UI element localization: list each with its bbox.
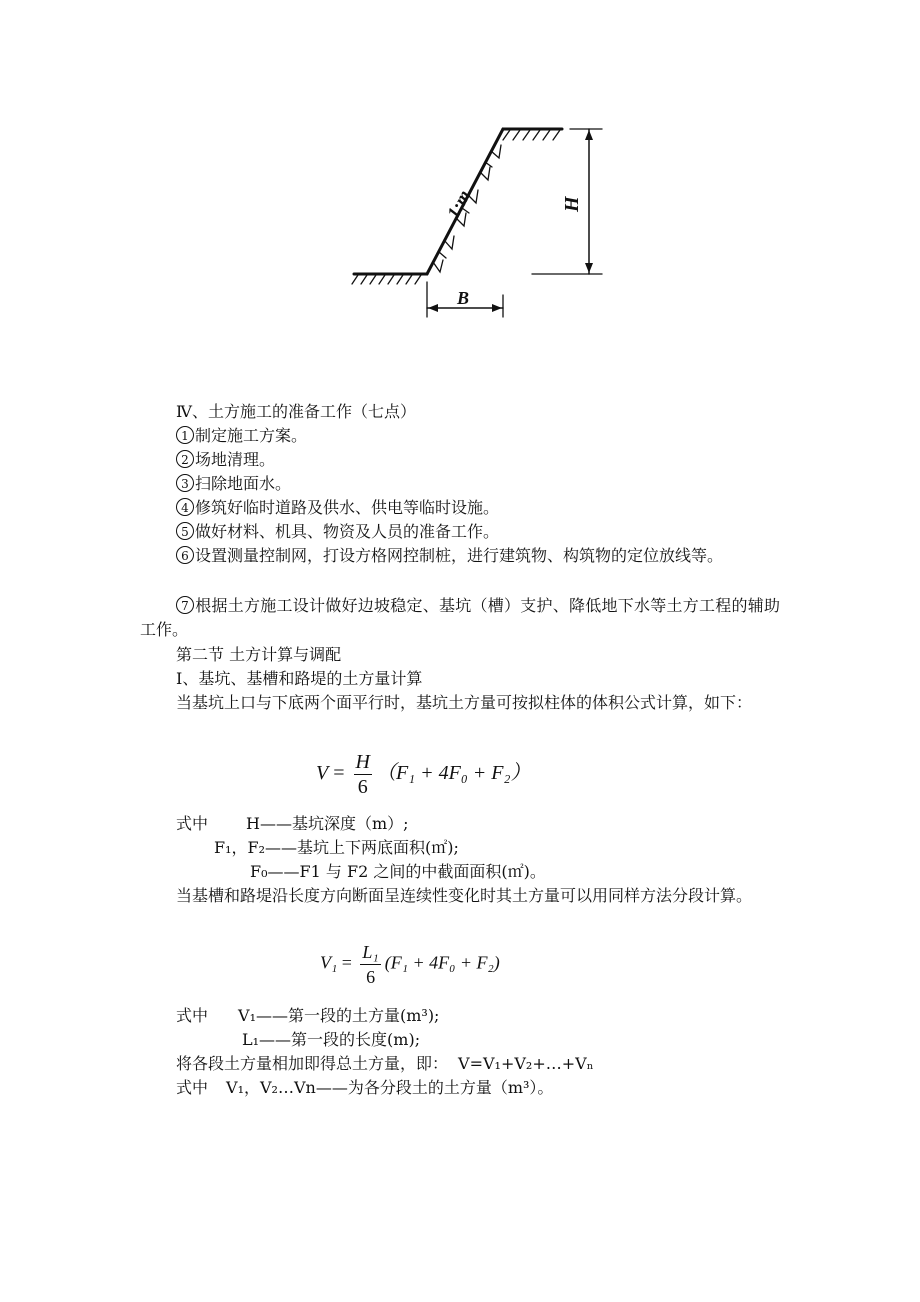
section-iv-heading: Ⅳ、土方施工的准备工作（七点） (176, 402, 416, 421)
sum-formula: V=V₁+V₂+…+Vₙ (458, 1054, 594, 1073)
where-desc: ——F1 与 F2 之间的中截面面积(㎡)。 (267, 862, 546, 881)
list-item-text: 修筑好临时道路及供水、供电等临时设施。 (195, 498, 500, 517)
where-label: 式中 (176, 1006, 209, 1025)
paragraph: 当基坑上口与下底两个面平行时，基坑土方量可按拟柱体的体积公式计算，如下： (176, 693, 753, 712)
where-desc: ——第一段的土方量(m³); (255, 1006, 440, 1025)
where-line (176, 812, 409, 836)
slope-label: 1:m (442, 186, 475, 222)
slope-diagram (340, 112, 620, 327)
formula-rhs: （F₁ + 4F₀ + F₂） (375, 762, 531, 785)
where-symbol: F₀ (250, 862, 268, 881)
circled-number: 4 (176, 498, 194, 516)
fraction-denominator: 6 (357, 776, 368, 798)
sum-text: 将各段土方量相加即得总土方量，即： (176, 1054, 449, 1073)
where-symbol: L₁ (242, 1030, 260, 1049)
b-arrow-left (428, 304, 438, 312)
list-item (176, 496, 499, 520)
paragraph: 当基槽和路堤沿长度方向断面呈连续性变化时其土方量可以用同样方法分段计算。 (176, 886, 753, 905)
where-line (214, 836, 459, 860)
subsection-heading: Ⅰ、基坑、基槽和路堤的土方量计算 (176, 669, 423, 688)
h-arrow-top (585, 130, 593, 140)
fraction-numerator: L₁ (360, 940, 380, 965)
list-item-text: 场地清理。 (195, 450, 276, 469)
list-item-text: 根据土方施工设计做好边坡稳定、基坑（槽）支护、降低地下水等土方工程的辅助工作。 (140, 596, 780, 639)
where-label: 式中 (176, 1078, 209, 1097)
where-line (176, 1076, 553, 1100)
where-label: 式中 (176, 814, 209, 833)
where-line (250, 860, 546, 884)
where-line (176, 1004, 439, 1028)
where-desc: ——第一段的长度(m); (259, 1030, 421, 1049)
formula-rhs: (F₁ + 4F₀ + F₂) (384, 952, 500, 973)
h-arrow-bottom (585, 263, 593, 273)
formula-lhs: V (316, 762, 329, 785)
where-desc: ——为各分段土的土方量（m³）。 (315, 1078, 554, 1097)
formula-fraction (360, 940, 380, 989)
segment-volume-formula: V₁ = $\frac{\text{L₁}}{6}$ (F₁ + 4F₀ + F₂) (320, 942, 500, 987)
circled-number: 5 (176, 522, 194, 540)
base-label: B (457, 288, 470, 308)
b-arrow-right (492, 304, 502, 312)
formula-fraction (354, 750, 372, 799)
circled-number: 7 (176, 596, 194, 614)
list-item (140, 594, 780, 642)
fraction-denominator: 6 (366, 967, 376, 987)
volume-formula: V = $\frac{H}{6}$ （F₁ + 4F₀ + F₂） (316, 751, 531, 798)
circled-number: 6 (176, 546, 194, 564)
where-line (242, 1028, 420, 1052)
list-item (176, 424, 307, 448)
list-item (176, 520, 499, 544)
bottom-hatching (352, 275, 421, 284)
fraction-numerator: H (355, 751, 370, 773)
circled-number: 2 (176, 450, 194, 468)
list-item-text: 制定施工方案。 (195, 426, 308, 445)
where-desc: ——基坑上下两底面积(㎡); (265, 838, 459, 857)
top-hatching (503, 130, 560, 140)
list-item (176, 448, 275, 472)
where-symbol: V₁，V₂…Vn (226, 1078, 316, 1097)
list-item-text: 设置测量控制网，打设方格网控制桩，进行建筑物、构筑物的定位放线等。 (195, 546, 724, 565)
list-item-text: 做好材料、机具、物资及人员的准备工作。 (195, 522, 500, 541)
formula-lhs: V₁ (320, 952, 338, 973)
where-symbol: F₁，F₂ (214, 838, 266, 857)
where-desc: ——基坑深度（m）; (259, 814, 409, 833)
sum-line (176, 1052, 594, 1076)
circled-number: 3 (176, 474, 194, 492)
where-symbol: H (246, 814, 260, 833)
list-item (176, 472, 291, 496)
section-title: 第二节 土方计算与调配 (176, 645, 342, 664)
list-item (140, 544, 780, 568)
where-symbol: V₁ (238, 1006, 256, 1025)
list-item-text: 扫除地面水。 (195, 474, 292, 493)
height-label: H (561, 196, 583, 212)
circled-number: 1 (176, 426, 194, 444)
